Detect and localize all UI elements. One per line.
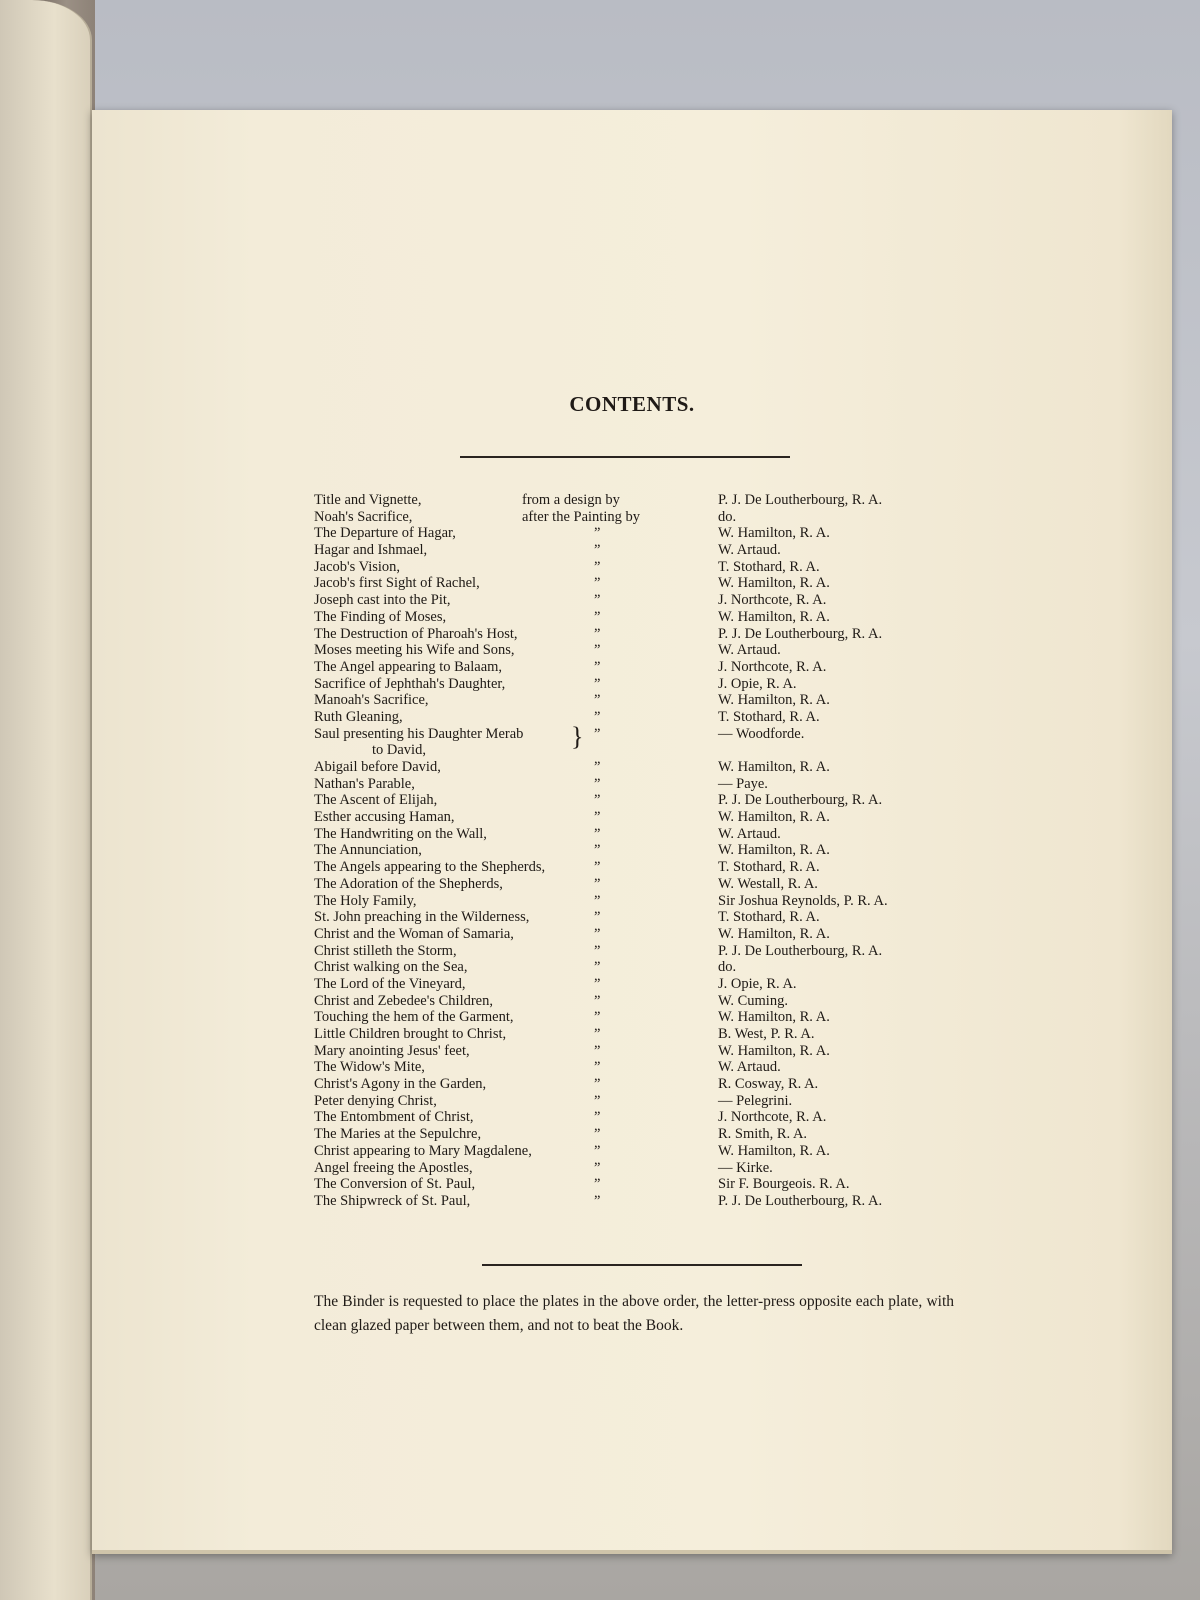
plate-title: Touching the hem of the Garment, [314,1009,514,1026]
artist-name: W. Hamilton, R. A. [718,1042,830,1059]
artist-name: do. [718,959,737,976]
ditto-mark: ” [594,925,601,942]
plate-title: Title and Vignette, [314,492,422,508]
plate-title: The Angels appearing to the Shepherds, [314,859,546,876]
plate-title: Jacob's Vision, [314,558,401,575]
artist-name: T. Stothard, R. A. [718,708,820,725]
contents-row [314,1043,964,1060]
contents-row [314,492,964,509]
plate-title: The Widow's Mite, [314,1059,425,1076]
contents-row [314,759,964,776]
contents-row [314,559,964,576]
contents-row [314,609,964,626]
contents-row [314,626,964,643]
page-title: CONTENTS. [569,392,695,416]
source-note: from a design by [522,492,620,508]
plate-title: to David, [372,742,426,759]
plate-title: Mary anointing Jesus' feet, [314,1042,470,1059]
artist-name: W. Hamilton, R. A. [718,575,830,592]
artist-name: W. Hamilton, R. A. [718,525,830,542]
plate-title: The Lord of the Vineyard, [314,975,466,992]
plate-title: Nathan's Parable, [314,775,415,792]
contents-row [314,842,964,859]
artist-name: T. Stothard, R. A. [718,909,820,926]
ditto-mark: ” [594,1142,601,1159]
plate-title: St. John preaching in the Wilderness, [314,909,530,926]
contents-row [314,776,964,793]
plate-title: The Maries at the Sepulchre, [314,1126,482,1143]
ditto-mark: ” [594,842,601,859]
contents-row [314,893,964,910]
ditto-mark: ” [594,1042,601,1059]
plate-title: The Shipwreck of St. Paul, [314,1192,471,1209]
ditto-mark: ” [594,525,601,542]
contents-row [314,826,964,843]
ditto-mark: ” [594,1109,601,1126]
artist-name: P. J. De Loutherbourg, R. A. [718,625,883,642]
artist-name: W. Hamilton, R. A. [718,692,830,709]
plate-title: Noah's Sacrifice, [314,508,413,525]
plate-title: Abigail before David, [314,759,441,775]
artist-name: J. Northcote, R. A. [718,1109,827,1126]
artist-name: P. J. De Loutherbourg, R. A. [718,1192,883,1209]
plate-title: Christ walking on the Sea, [314,959,468,976]
artist-name: W. Hamilton, R. A. [718,608,830,625]
contents-row [314,709,964,726]
ditto-mark: ” [594,1192,601,1209]
plate-title: Saul presenting his Daughter Merab [314,725,524,742]
plate-title: The Conversion of St. Paul, [314,1176,476,1193]
plate-title: Sacrifice of Jephthah's Daughter, [314,675,506,692]
plate-title: Christ appearing to Mary Magdalene, [314,1142,532,1159]
artist-name: W. Artaud. [718,825,781,842]
plate-title: The Angel appearing to Balaam, [314,658,503,675]
ditto-mark: ” [594,1159,601,1176]
contents-row [314,859,964,876]
contents-row [314,509,964,526]
ditto-mark: ” [594,608,601,625]
artist-name: B. West, P. R. A. [718,1026,815,1042]
plate-title: Christ's Agony in the Garden, [314,1076,487,1093]
plate-title: The Destruction of Pharoah's Host, [314,625,518,642]
contents-row [314,525,964,542]
plate-title: The Holy Family, [314,892,417,909]
artist-name: J. Opie, R. A. [718,975,797,992]
artist-name: — Kirke. [718,1159,773,1176]
ditto-mark: ” [594,892,601,909]
plate-title: Esther accusing Haman, [314,809,455,826]
ditto-mark: ” [594,725,601,742]
top-rule [460,456,790,458]
ditto-mark: ” [594,959,601,976]
ditto-mark: ” [594,1076,601,1093]
plate-title: The Finding of Moses, [314,608,447,625]
contents-row [314,943,964,960]
ditto-mark: ” [594,558,601,575]
source-note: after the Painting by [522,508,640,525]
plate-title: Christ and the Woman of Samaria, [314,925,514,942]
ditto-mark: ” [594,992,601,1009]
contents-row [314,809,964,826]
left-page-edge [0,0,92,1600]
plate-title: Jacob's first Sight of Rachel, [314,575,480,592]
contents-row [314,575,964,592]
ditto-mark: ” [594,708,601,725]
artist-name: W. Artaud. [718,542,781,559]
artist-name: J. Northcote, R. A. [718,592,827,609]
ditto-mark: ” [594,1009,601,1026]
contents-row [314,993,964,1010]
contents-row [314,909,964,926]
artist-name: W. Hamilton, R. A. [718,842,830,859]
ditto-mark: ” [594,575,601,592]
plate-title: The Annunciation, [314,842,422,859]
ditto-mark: ” [594,975,601,992]
artist-name: W. Westall, R. A. [718,875,818,892]
artist-name: T. Stothard, R. A. [718,859,820,876]
artist-name: J. Opie, R. A. [718,675,797,692]
ditto-mark: ” [594,775,601,792]
ditto-mark: ” [594,942,601,959]
artist-name: — Woodforde. [718,725,805,742]
ditto-mark: ” [594,909,601,926]
artist-name: W. Artaud. [718,1059,781,1076]
contents-row [314,1009,964,1026]
contents-row [314,1109,964,1126]
artist-name: W. Hamilton, R. A. [718,759,830,775]
contents-row [314,1076,964,1093]
ditto-mark: ” [594,859,601,876]
plate-title: Joseph cast into the Pit, [314,592,451,609]
artist-name: P. J. De Loutherbourg, R. A. [718,492,883,508]
plate-title: Christ and Zebedee's Children, [314,992,493,1009]
artist-name: R. Cosway, R. A. [718,1076,819,1093]
artist-name: do. [718,508,737,525]
binder-note: The Binder is requested to place the plates in the above order, the letter-press opposite each plate, with clean glazed paper between them, and not to beat the Book. [314,1293,954,1334]
artist-name: Sir F. Bourgeois. R. A. [718,1176,850,1193]
ditto-mark: ” [594,809,601,826]
contents-row [314,792,964,809]
artist-name: Sir Joshua Reynolds, P. R. A. [718,892,888,909]
artist-name: W. Hamilton, R. A. [718,1009,830,1026]
ditto-mark: ” [594,692,601,709]
contents-row [314,742,964,759]
ditto-mark: ” [594,1059,601,1076]
artist-name: R. Smith, R. A. [718,1126,808,1143]
plate-title: Little Children brought to Christ, [314,1026,507,1042]
ditto-mark: ” [594,542,601,559]
ditto-mark: ” [594,759,601,775]
ditto-mark: ” [594,658,601,675]
plate-title: Ruth Gleaning, [314,708,403,725]
artist-name: — Paye. [718,775,768,792]
ditto-mark: ” [594,792,601,809]
ditto-mark: ” [594,825,601,842]
ditto-mark: ” [594,1176,601,1193]
plate-title: Peter denying Christ, [314,1092,437,1109]
contents-row [314,1176,964,1193]
artist-name: — Pelegrini. [718,1092,793,1109]
contents-row [314,692,964,709]
contents-row [314,659,964,676]
ditto-mark: ” [594,1026,601,1042]
ditto-mark: ” [594,1126,601,1143]
artist-name: P. J. De Loutherbourg, R. A. [718,792,883,809]
artist-name: W. Artaud. [718,642,781,659]
contents-row [314,1126,964,1143]
plate-title: Manoah's Sacrifice, [314,692,429,709]
brace-mark: } [571,721,584,751]
plate-title: Christ stilleth the Storm, [314,942,457,959]
ditto-mark: ” [594,1092,601,1109]
plate-title: Moses meeting his Wife and Sons, [314,642,515,659]
contents-row [314,1160,964,1177]
artist-name: P. J. De Loutherbourg, R. A. [718,942,883,959]
contents-row [314,1093,964,1110]
contents-row [314,1026,964,1043]
contents-row [314,642,964,659]
contents-row [314,1059,964,1076]
contents-row [314,976,964,993]
ditto-mark: ” [594,875,601,892]
ditto-mark: ” [594,642,601,659]
contents-list [314,492,964,1210]
plate-title: The Entombment of Christ, [314,1109,474,1126]
ditto-mark: ” [594,592,601,609]
contents-row [314,959,964,976]
plate-title: The Ascent of Elijah, [314,792,438,809]
contents-row [314,876,964,893]
plate-title: The Handwriting on the Wall, [314,825,487,842]
ditto-mark: ” [594,675,601,692]
plate-title: Angel freeing the Apostles, [314,1159,473,1176]
artist-name: W. Cuming. [718,992,788,1009]
contents-row [314,676,964,693]
plate-title: The Departure of Hagar, [314,525,456,542]
contents-page [92,110,1172,1554]
contents-row [314,542,964,559]
ditto-mark: ” [594,625,601,642]
contents-row [314,926,964,943]
artist-name: W. Hamilton, R. A. [718,809,830,826]
contents-row [314,592,964,609]
plate-title: Hagar and Ishmael, [314,542,428,559]
bottom-rule [482,1264,802,1266]
artist-name: W. Hamilton, R. A. [718,925,830,942]
artist-name: J. Northcote, R. A. [718,658,827,675]
artist-name: T. Stothard, R. A. [718,558,820,575]
contents-row [314,1193,964,1210]
contents-row [314,1143,964,1160]
plate-title: The Adoration of the Shepherds, [314,875,503,892]
artist-name: W. Hamilton, R. A. [718,1142,830,1159]
